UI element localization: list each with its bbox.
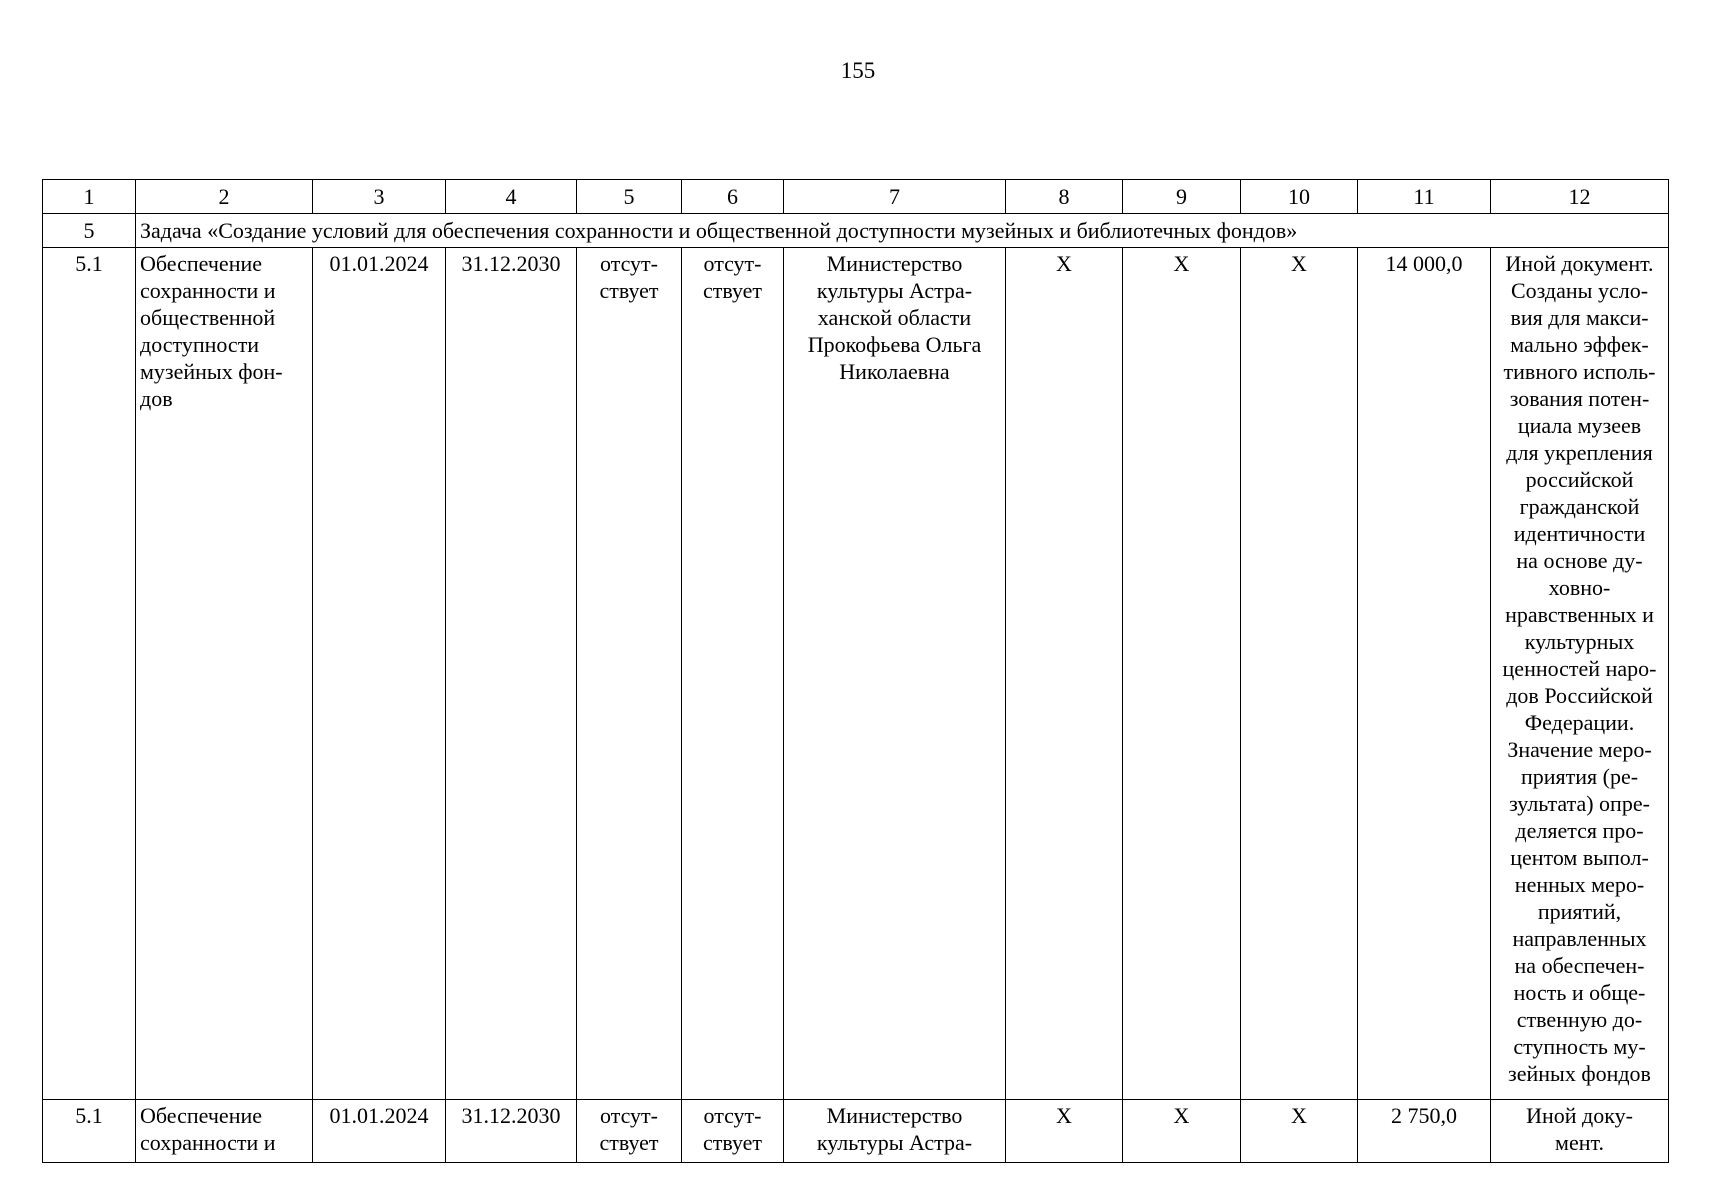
text-line: приятий, xyxy=(1537,899,1622,924)
page-number: 155 xyxy=(840,58,876,83)
text-line: Прокофьева Ольга xyxy=(807,332,982,357)
text-line: ханской области xyxy=(817,305,972,330)
task-row xyxy=(43,214,1669,248)
text-line: мент. xyxy=(1555,1130,1604,1155)
text-line: культуры Астра- xyxy=(816,278,973,303)
text-line: отсут- xyxy=(599,1103,658,1128)
text-line: Николаевна xyxy=(839,359,950,384)
text-line: гражданской xyxy=(1519,494,1640,519)
col6-cell xyxy=(682,1100,784,1163)
text-line: вия для макси- xyxy=(1510,305,1649,330)
header-cell: 4 xyxy=(446,180,577,214)
table-row xyxy=(43,1100,1669,1163)
end-date: 31.12.2030 xyxy=(446,248,577,1100)
text-line: российской xyxy=(1525,467,1634,492)
header-cell: 7 xyxy=(784,180,1006,214)
responsible-cell xyxy=(784,1100,1006,1163)
text-line: Созданы усло- xyxy=(1510,278,1649,303)
text-line: ствует xyxy=(702,278,763,303)
measure-name xyxy=(136,1100,313,1163)
amount-cell: 2 750,0 xyxy=(1358,1100,1491,1163)
header-cell: 9 xyxy=(1123,180,1241,214)
text-line: мально эффек- xyxy=(1510,332,1649,357)
text-line: ценностей наро- xyxy=(1502,656,1657,681)
text-line: для укрепления xyxy=(1506,440,1653,465)
text-line: Обеспечение xyxy=(140,1103,262,1128)
text-line: ствует xyxy=(599,278,659,303)
header-cell: 10 xyxy=(1241,180,1358,214)
text-line: Министерство xyxy=(826,1103,963,1128)
text-line: дов xyxy=(140,386,173,411)
text-line: циала музеев xyxy=(1517,413,1642,438)
text-line: отсут- xyxy=(703,1103,762,1128)
text-line: центом выпол- xyxy=(1510,845,1649,870)
document-cell xyxy=(1491,248,1669,1100)
text-line: зования потен- xyxy=(1509,386,1650,411)
text-line: направленных xyxy=(1512,926,1647,951)
text-line: зультата) опре- xyxy=(1509,791,1650,816)
column-numbers-row xyxy=(43,180,1669,214)
col6-cell xyxy=(682,248,784,1100)
col8-cell: Х xyxy=(1006,248,1123,1100)
col9-cell: Х xyxy=(1123,248,1241,1100)
document-cell xyxy=(1491,1100,1669,1163)
amount-cell: 14 000,0 xyxy=(1358,248,1491,1100)
text-line: ственную до- xyxy=(1516,1007,1643,1032)
table-row xyxy=(43,248,1669,1100)
responsible-cell xyxy=(784,248,1006,1100)
measures-table xyxy=(42,179,1669,1163)
row-number: 5.1 xyxy=(43,248,136,1100)
text-line: культурных xyxy=(1524,629,1635,654)
row-number: 5.1 xyxy=(43,1100,136,1163)
header-cell: 5 xyxy=(577,180,682,214)
col9-cell: Х xyxy=(1123,1100,1241,1163)
header-cell: 3 xyxy=(313,180,446,214)
header-cell: 1 xyxy=(43,180,136,214)
text-line: ненных меро- xyxy=(1514,872,1645,897)
text-line: Значение меро- xyxy=(1507,737,1652,762)
task-number: 5 xyxy=(43,214,136,248)
text-line: отсут- xyxy=(703,251,762,276)
text-line: зейных фондов xyxy=(1508,1061,1651,1086)
text-line: ствует xyxy=(702,1130,763,1155)
text-line: нравственных и xyxy=(1505,602,1654,627)
text-line: ховно- xyxy=(1548,575,1611,600)
text-line: Министерство xyxy=(826,251,963,276)
text-line: доступности xyxy=(140,332,260,357)
text-line: общественной xyxy=(140,305,276,330)
col5-cell xyxy=(577,1100,682,1163)
text-line: отсут- xyxy=(599,251,658,276)
text-line: на основе ду- xyxy=(1516,548,1643,573)
start-date: 01.01.2024 xyxy=(313,248,446,1100)
text-line: деляется про- xyxy=(1515,818,1644,843)
text-line: ность и обще- xyxy=(1513,980,1646,1005)
col10-cell: Х xyxy=(1241,1100,1358,1163)
text-line: тивного исполь- xyxy=(1503,359,1656,384)
header-cell: 6 xyxy=(682,180,784,214)
text-line: Иной доку- xyxy=(1526,1103,1633,1128)
text-line: Иной документ. xyxy=(1505,251,1654,276)
header-cell: 11 xyxy=(1358,180,1491,214)
text-line: ствует xyxy=(599,1130,659,1155)
text-line: Обеспечение xyxy=(140,251,262,276)
start-date: 01.01.2024 xyxy=(313,1100,446,1163)
col8-cell: Х xyxy=(1006,1100,1123,1163)
text-line: приятия (ре- xyxy=(1520,764,1639,789)
text-line: ступность му- xyxy=(1513,1034,1646,1059)
measure-name xyxy=(136,248,313,1100)
col5-cell xyxy=(577,248,682,1100)
text-line: сохранности и xyxy=(140,278,276,303)
text-line: культуры Астра- xyxy=(816,1130,973,1155)
header-cell: 2 xyxy=(136,180,313,214)
end-date: 31.12.2030 xyxy=(446,1100,577,1163)
task-title: Задача «Создание условий для обеспечения сохранности и общественной доступности музейных и библиотечных фондов» xyxy=(136,214,1669,248)
text-line: музейных фон- xyxy=(140,359,283,384)
text-line: дов Российской xyxy=(1506,683,1653,708)
header-cell: 8 xyxy=(1006,180,1123,214)
text-line: идентичности xyxy=(1513,521,1646,546)
col10-cell: Х xyxy=(1241,248,1358,1100)
text-line: Федерации. xyxy=(1524,710,1635,735)
text-line: сохранности и xyxy=(140,1130,276,1155)
text-line: на обеспечен- xyxy=(1514,953,1645,978)
header-cell: 12 xyxy=(1491,180,1669,214)
